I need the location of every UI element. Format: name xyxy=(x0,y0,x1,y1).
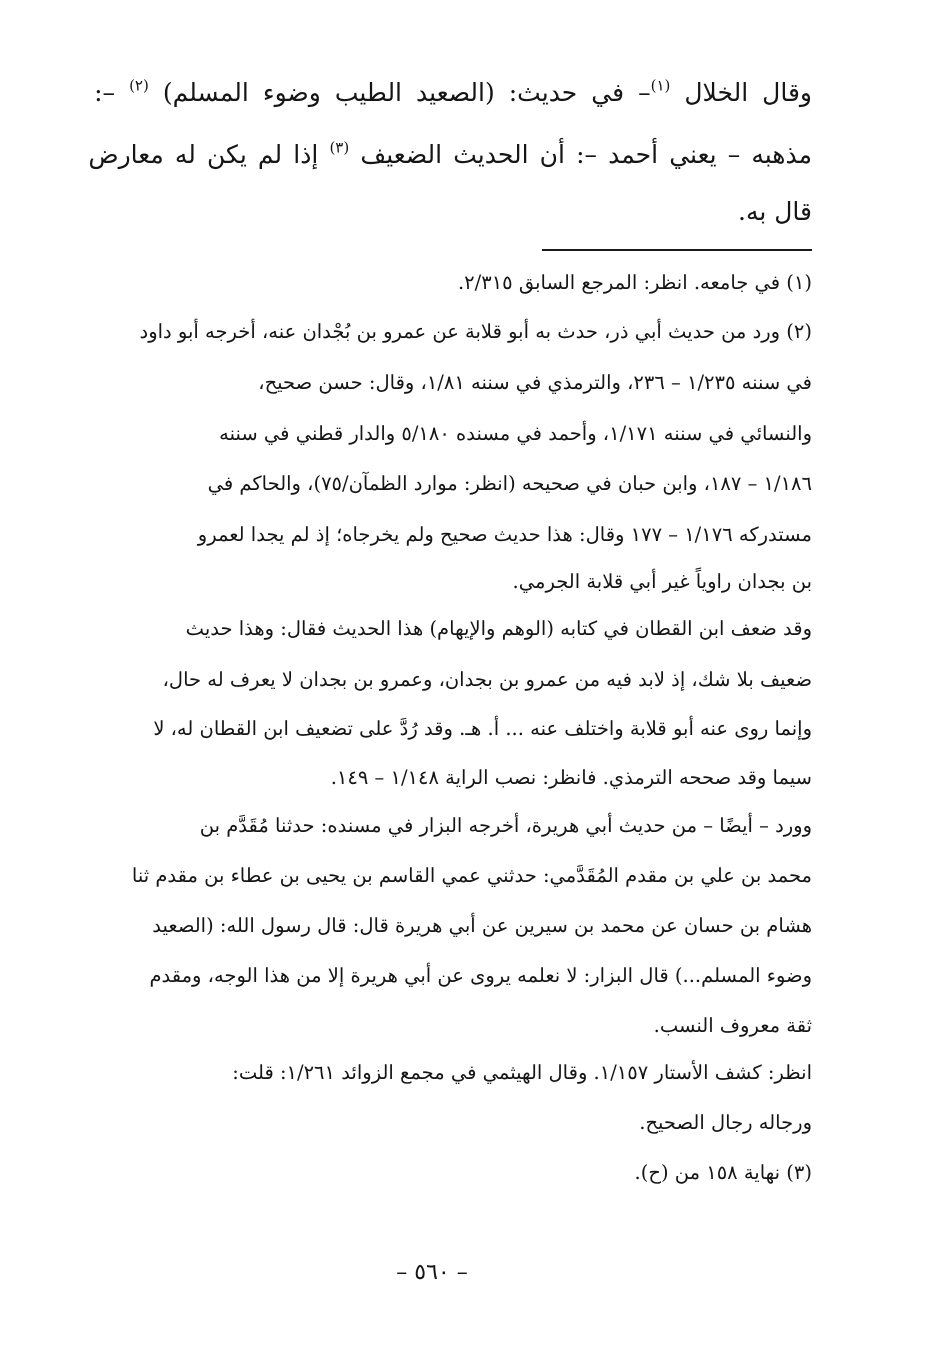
footnote-2-line: وقد ضعف ابن القطان في كتابه (الوهم والإيهام) هذا الحديث فقال: وهذا حديث xyxy=(185,617,812,640)
footnote-3: (٣) نهاية ١٥٨ من (ح). xyxy=(634,1161,812,1184)
page-number: – ٥٦٠ – xyxy=(396,1260,468,1285)
main-text-segment: وقال الخلال xyxy=(670,78,812,107)
footnote-2-line: ١/١٨٦ – ١٨٧، وابن حبان في صحيحه (انظر: موارد الظمآن/٧٥)، والحاكم في xyxy=(207,472,812,495)
main-text-line-2 xyxy=(88,138,812,169)
footnote-2-line: في سننه ١/٢٣٥ – ٢٣٦، والترمذي في سننه ١/٨١، وقال: حسن صحيح، xyxy=(258,371,812,394)
main-text-segment: –: xyxy=(94,78,130,107)
footnote-2-line: محمد بن علي بن مقدم المُقَدَّمي: حدثني عمي القاسم بن يحيى بن عطاء بن مقدم ثنا xyxy=(131,864,812,887)
footnote-2-line: وورد – أيضًا – من حديث أبي هريرة، أخرجه البزار في مسنده: حدثنا مُقَدَّم بن xyxy=(199,814,812,837)
footnote-2-line: سيما وقد صححه الترمذي. فانظر: نصب الراية ١/١٤٨ – ١٤٩. xyxy=(330,766,812,789)
footnote-2-line: والنسائي في سننه ١/١٧١، وأحمد في مسنده ٥/١٨٠ والدار قطني في سننه xyxy=(219,422,812,445)
main-text-line-3: قال به. xyxy=(738,197,812,226)
footnote-separator xyxy=(542,249,812,251)
footnote-2-line: بن بجدان راوياً غير أبي قلابة الجرمي. xyxy=(512,570,812,593)
footnote-ref-1: (١) xyxy=(650,76,671,95)
footnote-2-line: انظر: كشف الأستار ١/١٥٧. وقال الهيثمي في مجمع الزوائد ١/٢٦١: قلت: xyxy=(232,1061,812,1084)
footnote-ref-3: (٣) xyxy=(329,138,350,157)
main-text-line-1 xyxy=(94,76,812,107)
main-text-segment: – في حديث: (الصعيد الطيب وضوء المسلم) xyxy=(148,78,651,107)
footnote-2-line: ثقة معروف النسب. xyxy=(653,1014,812,1037)
footnote-2-line: ورجاله رجال الصحيح. xyxy=(639,1111,812,1134)
footnote-2-line: (٢) ورد من حديث أبي ذر، حدث به أبو قلابة عن عمرو بن بُجْدان عنه، أخرجه أبو داود xyxy=(139,320,812,343)
footnote-2-line: مستدركه ١/١٧٦ – ١٧٧ وقال: هذا حديث صحيح ولم يخرجاه؛ إذ لم يجدا لعمرو xyxy=(197,523,812,546)
footnote-1: (١) في جامعه. انظر: المرجع السابق ٢/٣١٥. xyxy=(457,271,812,294)
footnote-2-line: ضعيف بلا شك، إذ لابد فيه من عمرو بن بجدان، وعمرو بن بجدان لا يعرف له حال، xyxy=(162,668,812,691)
main-text-segment: إذا لم يكن له معارض xyxy=(88,140,330,169)
main-text-segment: مذهبه – يعني أحمد –: أن الحديث الضعيف xyxy=(349,140,812,169)
footnote-ref-2: (٢) xyxy=(129,76,149,95)
footnote-2-line: وضوء المسلم...) قال البزار: لا نعلمه يروى عن أبي هريرة إلا من هذا الوجه، ومقدم xyxy=(149,964,812,987)
footnote-2-line: وإنما روى عنه أبو قلابة واختلف عنه ... أ. هـ. وقد رُدَّ على تضعيف ابن القطان له، لا xyxy=(153,717,812,740)
footnote-2-line: هشام بن حسان عن محمد بن سيرين عن أبي هريرة قال: قال رسول الله: (الصعيد xyxy=(152,914,812,937)
